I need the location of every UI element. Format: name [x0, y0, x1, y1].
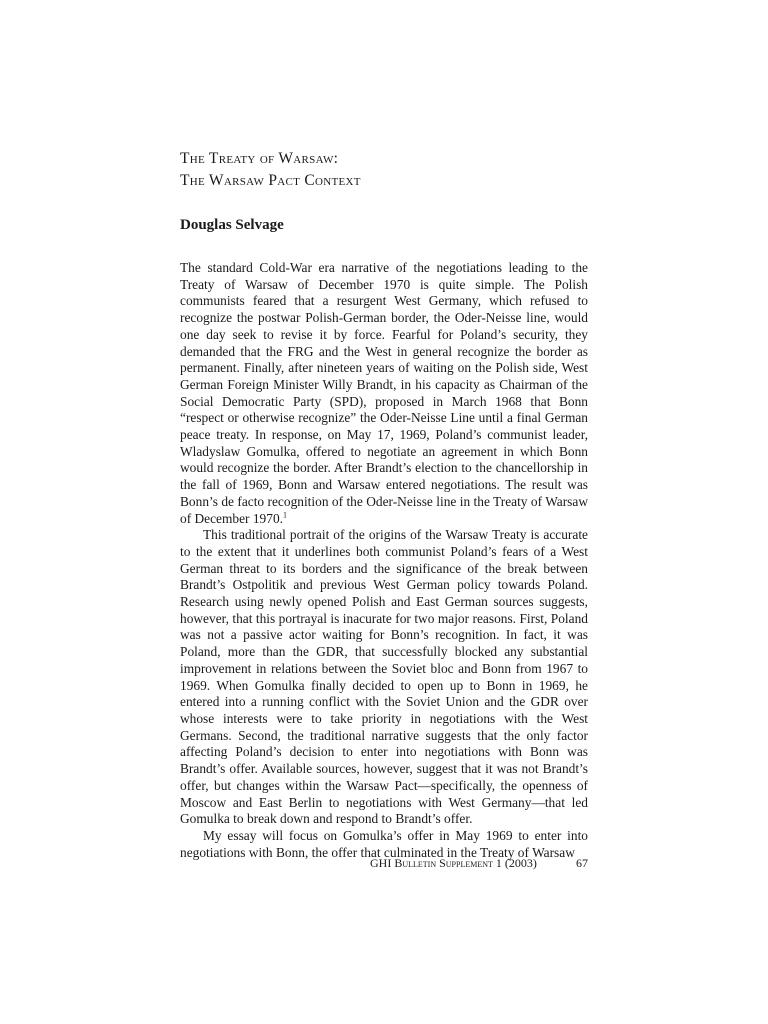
page-number: 67	[576, 856, 588, 870]
paragraph-1-text: The standard Cold-War era narrative of the negotiations leading to the Treaty of Warsaw of December 1970 is quite simple. The Polish communists feared that a resurgent West Germany, which refused to recognize the postwar Polish-German border, the Oder-Neisse line, would one day seek to revise it by force. Fearful for Poland’s security, they demanded that the FRG and the West in general recognize the border as permanent. Finally, after nineteen years of waiting on the Polish side, West German Foreign Minister Willy Brandt, in his capacity as Chairman of the Social Democratic Party (SPD), proposed in March 1968 that Bonn “respect or otherwise recognize” the Oder-Neisse Line until a final German peace treaty. In response, on May 17, 1969, Poland’s communist leader, Wladyslaw Gomulka, offered to negotiate an agreement in which Bonn would recognize the border. After Brandt’s election to the chancellorship in the fall of 1969, Bonn and Warsaw entered negotiations. The result was Bonn’s de facto recognition of the Oder-Neisse line in the Treaty of Warsaw of December 1970.	[180, 260, 588, 526]
paragraph-2: This traditional portrait of the origins of the Warsaw Treaty is accurate to the extent that it underlines both communist Poland’s fears of a West German threat to its borders and the significance of the break between Brandt’s Ostpolitik and previous West German policy towards Poland. Research using newly opened Polish and East German sources suggests, however, that this portrayal is inacurate for two major reasons. First, Poland was not a passive actor waiting for Bonn’s recognition. In fact, it was Poland, more than the GDR, that successfully blocked any substantial improvement in relations between the Soviet bloc and Bonn from 1967 to 1969. When Gomulka finally decided to open up to Bonn in 1969, he entered into a running conflict with the Soviet Union and the GDR over whose interests were to take priority in negotiations with the West Germans. Second, the traditional narrative suggests that the only factor affecting Poland’s decision to enter into negotiations with Bonn was Brandt’s offer. Available sources, however, suggest that it was not Brandt’s offer, but changes within the Warsaw Pact—specifically, the openness of Moscow and East Berlin to negotiations with West Germany—that led Gomulka to break down and respond to Brandt’s offer.	[180, 527, 588, 827]
article-body	[180, 260, 588, 861]
article-title	[180, 148, 600, 192]
article-title-line-1: The Treaty of Warsaw:	[180, 150, 339, 167]
article-title-line-2: The Warsaw Pact Context	[180, 172, 361, 189]
page-footer	[370, 855, 588, 871]
paragraph-3: My essay will focus on Gomulka’s offer in May 1969 to enter into negotiations with Bonn, the offer that culminated in the Treaty of Warsaw	[180, 827, 588, 860]
journal-citation: GHI Bulletin Supplement 1 (2003)	[370, 856, 537, 870]
footnote-reference: 1	[283, 510, 287, 520]
author-name: Douglas Selvage	[180, 217, 284, 233]
paragraph-1	[180, 260, 588, 527]
